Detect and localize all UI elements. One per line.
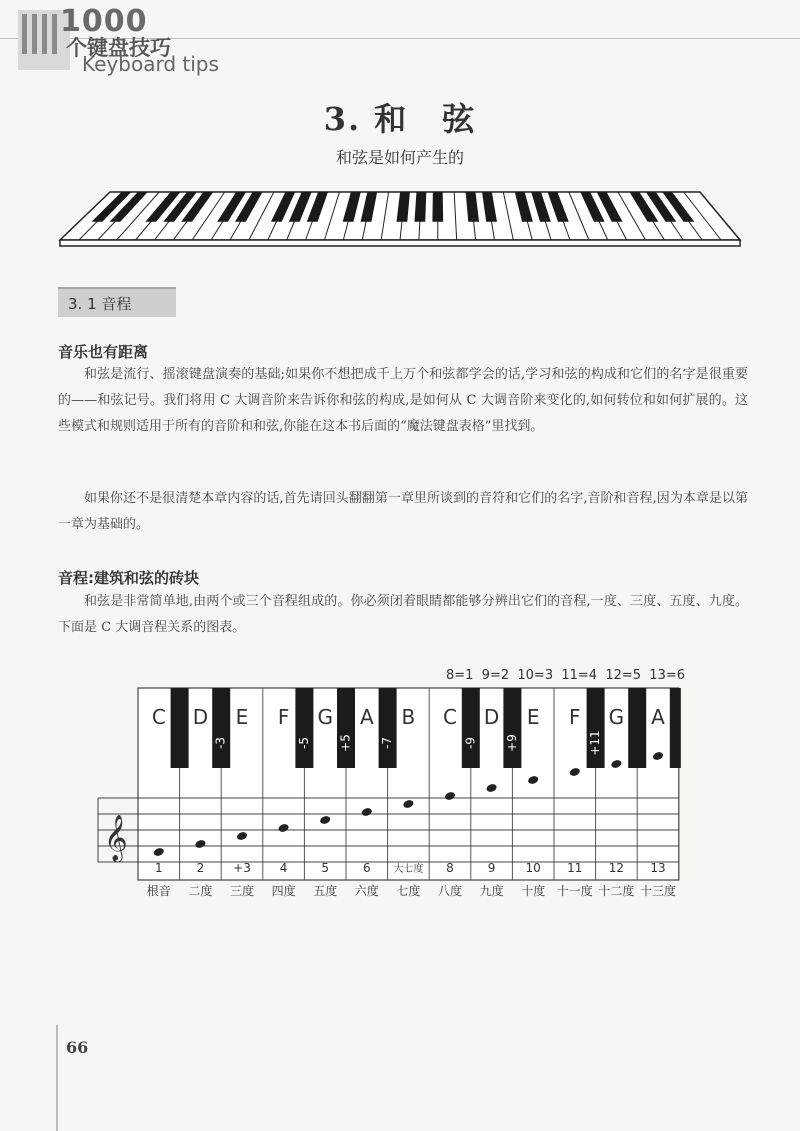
heading-interval-bricks: 音程:建筑和弦的砖块 [58, 569, 199, 587]
white-key-label: E [526, 705, 540, 729]
interval-number: 6 [362, 861, 371, 875]
chapter-subtitle: 和弦是如何产生的 [335, 148, 464, 167]
logo-english-title: Keyboard tips [82, 52, 219, 76]
white-key-label: D [192, 705, 209, 729]
black-key [628, 688, 646, 768]
white-key-label: G [608, 705, 625, 729]
black-key [337, 688, 355, 768]
black-key [171, 688, 189, 768]
white-key-label: B [401, 705, 416, 729]
black-key [432, 192, 443, 222]
white-key-label: E [235, 705, 249, 729]
black-key-label: -7 [380, 737, 395, 749]
interval-name: 十度 [521, 884, 546, 898]
interval-number: 5 [321, 861, 330, 875]
white-key-label: G [317, 705, 333, 729]
interval-name: 五度 [313, 884, 338, 898]
interval-number: 9 [487, 861, 496, 875]
interval-number: +3 [233, 861, 251, 875]
interval-name: 八度 [437, 884, 463, 898]
black-key-label: -5 [296, 737, 311, 749]
logo-chinese-title: 个键盘技巧 [66, 36, 171, 60]
black-key [503, 688, 521, 768]
interval-number: 13 [650, 861, 666, 875]
black-key [212, 688, 230, 768]
paragraph-interval-intro: 和弦是非常简单地,由两个或三个音程组成的。你必须闭着眼睛都能够分辨出它们的音程,一度、三度、五度、九度。下面是 C 大调音程关系的图表。 [58, 594, 748, 635]
white-key-label: F [569, 705, 581, 729]
interval-number: 大七度 [393, 864, 424, 875]
interval-number: 11 [567, 861, 583, 875]
interval-name: 六度 [354, 884, 379, 898]
interval-number: 12 [608, 861, 625, 875]
logo-number: 1000 [60, 4, 148, 39]
black-key [379, 688, 397, 768]
interval-number: 4 [279, 861, 288, 875]
white-key-label: A [359, 705, 374, 729]
chapter-title: 3. 和 弦 [323, 100, 477, 138]
black-key-label: -9 [463, 737, 478, 749]
white-key-label: D [483, 705, 500, 729]
interval-name: 根音 [146, 884, 171, 898]
interval-number: 10 [525, 861, 541, 875]
keyboard-illustration [50, 178, 750, 258]
interval-number: 8 [446, 861, 454, 875]
keyboard-front-edge [60, 240, 740, 246]
interval-name: 十三度 [639, 884, 677, 898]
white-key-label: F [277, 705, 290, 729]
white-key-label: C [151, 705, 166, 729]
black-key [670, 688, 681, 768]
section-badge-label: 3. 1 音程 [68, 295, 132, 313]
interval-name: 九度 [479, 884, 504, 898]
interval-name: 七度 [396, 884, 421, 898]
interval-number: 2 [196, 861, 205, 875]
interval-name: 二度 [188, 884, 213, 898]
treble-clef-icon: 𝄞 [104, 815, 128, 861]
black-key [414, 192, 426, 222]
interval-name: 十二度 [598, 884, 635, 898]
interval-name: 四度 [271, 884, 296, 898]
keyboard-keys [60, 192, 740, 246]
section-badge [58, 287, 176, 317]
black-key-label: +5 [338, 734, 353, 752]
interval-name: 十一度 [556, 884, 593, 898]
white-key-label: A [651, 705, 665, 729]
page-number: 66 [66, 1038, 89, 1057]
black-key-label: +9 [504, 734, 519, 752]
paragraph-intro: 和弦是流行、摇滚键盘演奏的基础;如果你不想把成千上万个和弦都学会的话,学习和弦的构成和它们的名字是很重要的——和弦记号。我们将用 C 大调音阶来告诉你和弦的构成,是如何从 C 大调音阶来变化的,如何转位和如何扩展的。这些模式和规则适用于所有的音阶和和弦,你能在这本书后面的“魔法键盘表格”里找到。 [58, 367, 748, 434]
octave-equivalences: 8=1 9=2 10=3 11=4 12=5 13=6 [445, 668, 685, 683]
heading-music-distance: 音乐也有距离 [58, 343, 149, 361]
interval-number: 1 [154, 861, 163, 875]
interval-diagram [90, 655, 710, 905]
black-key [462, 688, 480, 768]
black-key-label: -3 [213, 737, 228, 749]
page-margin-line [56, 1025, 58, 1131]
diagram-keyboard [138, 688, 681, 880]
interval-name: 三度 [229, 884, 255, 898]
white-key-label: C [443, 705, 457, 729]
black-key [295, 688, 313, 768]
header-logo [0, 0, 260, 80]
paragraph-review: 如果你还不是很清楚本章内容的话,首先请回头翻翻第一章里所谈到的音符和它们的名字,音阶和音程,因为本章是以第一章为基础的。 [58, 491, 748, 532]
black-key-label: +11 [588, 730, 603, 756]
